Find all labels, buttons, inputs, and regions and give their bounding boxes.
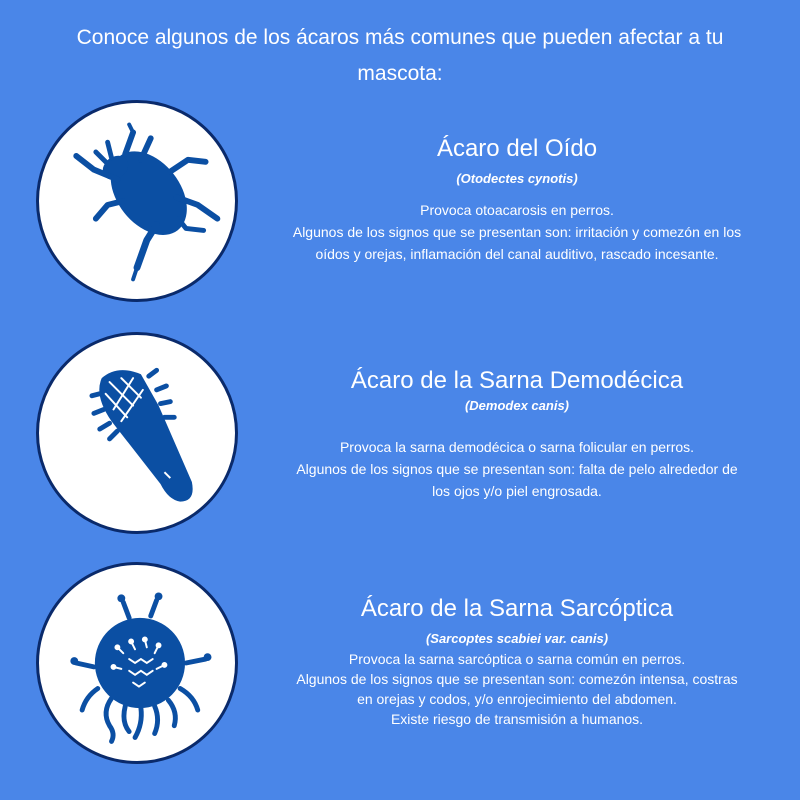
ear-mite-info (262, 134, 772, 265)
ear-mite-title: Ácaro del Oído (436, 135, 598, 162)
sarcoptes-mite-title: Ácaro de la Sarna Sarcóptica (360, 595, 674, 622)
demodex-mite-line-1: Provoca la sarna demodécica o sarna folicular en perros. (339, 439, 695, 455)
sarcoptes-mite-line-3: en orejas y codos, y/o enrojecimiento del abdomen. (357, 691, 677, 707)
demodex-mite-title: Ácaro de la Sarna Demodécica (350, 367, 684, 394)
sarcoptes-mite-line-4: Existe riesgo de transmisión a humanos. (390, 711, 644, 727)
demodex-mite-line-2: Algunos de los signos que se presentan son: falta de pelo alrededor de (296, 461, 738, 477)
demodex-mite-icon (36, 332, 238, 534)
sarcoptes-mite-info (262, 594, 772, 729)
sarcoptes-mite-line-1: Provoca la sarna sarcóptica o sarna común en perros. (348, 651, 686, 667)
ear-mite-scientific-name: (Otodectes cynotis) (456, 171, 578, 186)
intro-text (40, 20, 760, 92)
sarcoptes-mite-line-2: Algunos de los signos que se presentan son: comezón intensa, costras (296, 671, 738, 687)
ear-mite-line-3: oídos y orejas, inflamación del canal auditivo, rascado incesante. (315, 246, 719, 262)
ear-mite-line-2: Algunos de los signos que se presentan son: irritación y comezón en los (292, 224, 742, 240)
sarcoptes-mite-icon (36, 562, 238, 764)
demodex-mite-info (262, 366, 772, 502)
intro-line-2: mascota: (357, 62, 443, 85)
ear-mite-line-1: Provoca otoacarosis en perros. (420, 202, 614, 218)
intro-line-1: Conoce algunos de los ácaros más comunes que pueden afectar a tu (76, 26, 724, 49)
sarcoptes-mite-scientific-name: (Sarcoptes scabiei var. canis) (425, 631, 609, 646)
demodex-mite-scientific-name: (Demodex canis) (464, 398, 570, 413)
ear-mite-icon (36, 100, 238, 302)
demodex-mite-line-3: los ojos y/o piel engrosada. (432, 483, 602, 499)
